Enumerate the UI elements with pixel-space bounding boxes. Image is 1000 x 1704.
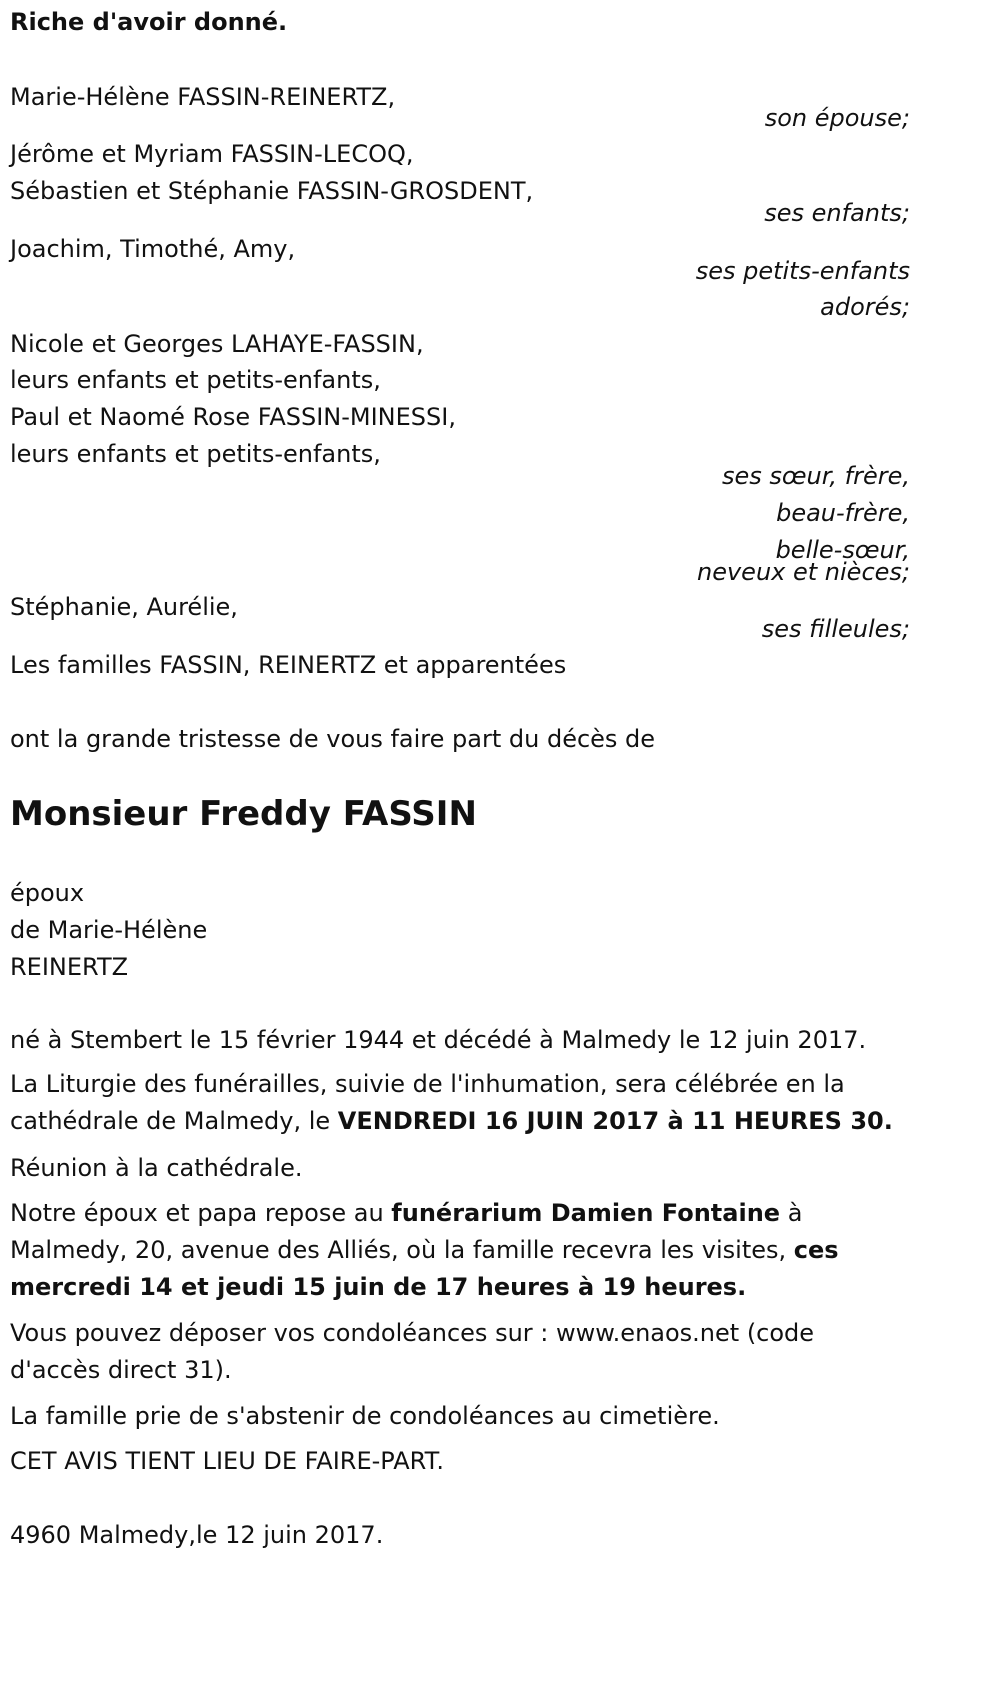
sibling-2: Paul et Naomé Rose FASSIN-MINESSI, (10, 403, 456, 431)
sibling-2-desc: leurs enfants et petits-enfants, (10, 440, 381, 468)
relation-line-1: époux (10, 879, 85, 907)
notice-line: CET AVIS TIENT LIEU DE FAIRE-PART. (10, 1447, 445, 1475)
families-line: Les familles FASSIN, REINERTZ et apparentées (10, 651, 567, 679)
goddaughters: Stéphanie, Aurélie, (10, 593, 238, 621)
rest-paragraph (10, 1195, 910, 1306)
grandchildren-role-2: adorés; (820, 293, 910, 321)
siblings-role-2: beau-frère, (776, 499, 910, 527)
liturgy-text: La Liturgie des funérailles, suivie de l'inhumation, sera célébrée en la cathédrale de Malmedy, le (10, 1070, 845, 1135)
siblings-role-1: ses sœur, frère, (721, 462, 910, 490)
sibling-1-desc: leurs enfants et petits-enfants, (10, 366, 381, 394)
birth-death-dates: né à Stembert le 15 février 1944 et décédé à Malmedy le 12 juin 2017. (10, 1026, 867, 1054)
rest-text-2: à Malmedy, 20, avenue des Alliés, où la famille recevra les visites, (10, 1199, 803, 1264)
child-2: Sébastien et Stéphanie FASSIN-GROSDENT, (10, 177, 534, 205)
grandchildren: Joachim, Timothé, Amy, (10, 235, 296, 263)
deceased-name: Monsieur Freddy FASSIN (10, 794, 477, 834)
liturgy-paragraph (10, 1066, 910, 1140)
child-1: Jérôme et Myriam FASSIN-LECOQ, (10, 140, 414, 168)
intro-line: ont la grande tristesse de vous faire part du décès de (10, 725, 656, 753)
children-role: ses enfants; (764, 199, 910, 227)
rest-place: funérarium Damien Fontaine (391, 1199, 781, 1227)
motto-heading: Riche d'avoir donné. (10, 8, 288, 36)
place-date-line: 4960 Malmedy,le 12 juin 2017. (10, 1521, 384, 1549)
goddaughters-role: ses filleules; (761, 615, 910, 643)
meeting-line: Réunion à la cathédrale. (10, 1154, 303, 1182)
relation-line-3: REINERTZ (10, 953, 129, 981)
cemetery-line: La famille prie de s'abstenir de condoléances au cimetière. (10, 1402, 720, 1430)
relation-line-2: de Marie-Hélène (10, 916, 208, 944)
sibling-1: Nicole et Georges LAHAYE-FASSIN, (10, 330, 424, 358)
rest-text-1: Notre époux et papa repose au (10, 1199, 392, 1227)
spouse-role: son épouse; (764, 104, 910, 132)
rest-times: ces mercredi 14 et jeudi 15 juin de 17 heures à 19 heures. (10, 1236, 839, 1301)
liturgy-date: VENDREDI 16 JUIN 2017 à 11 HEURES 30. (337, 1107, 893, 1135)
obituary-notice (10, 0, 910, 1704)
condolences-paragraph: Vous pouvez déposer vos condoléances sur : www.enaos.net (code d'accès direct 31). (10, 1319, 815, 1384)
spouse-name: Marie-Hélène FASSIN-REINERTZ, (10, 83, 396, 111)
grandchildren-role-1: ses petits-enfants (695, 257, 910, 285)
siblings-role-4: neveux et nièces; (697, 558, 910, 586)
siblings-role-3: belle-sœur, (775, 536, 910, 564)
